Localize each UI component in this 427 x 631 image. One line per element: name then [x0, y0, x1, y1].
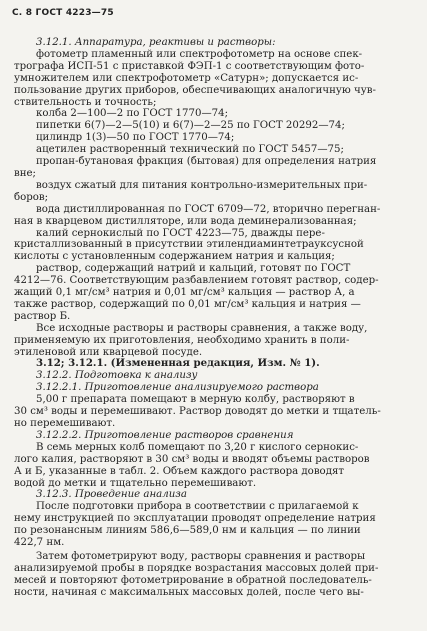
text-line: также раствор, содержащий по 0,01 мг/см³ кальция и натрия — — [14, 298, 361, 310]
text-line: колба 2—100—2 по ГОСТ 1770—74; — [36, 108, 229, 120]
text-line: ацетилен растворенный технический по ГОСТ 5457—75; — [36, 144, 344, 156]
text-line: умножителем или спектрофотометр «Сатурн»; допускается ис- — [14, 72, 359, 84]
text-line: пипетки 6(7)—2—5(10) и 6(7)—2—25 по ГОСТ 20292—74; — [36, 120, 345, 132]
section-heading: 3.12.2.2. Приготовление растворов сравнения — [36, 429, 294, 441]
text-line: ности, начиная с максимальных массовых долей, после чего вы- — [14, 586, 364, 598]
text-line: цилиндр 1(3)—50 по ГОСТ 1770—74; — [36, 132, 235, 144]
text-line: Затем фотометрируют воду, растворы сравнения и растворы — [36, 550, 366, 562]
text-line: А и Б, указанные в табл. 2. Объем каждого раствора доводят — [14, 465, 345, 477]
amendment-note: 3.12; 3.12.1. (Измененная редакция, Изм. № 1). — [36, 358, 320, 370]
text-line: 422,7 нм. — [14, 537, 65, 549]
text-line: месей и повторяют фотометрирование в обратной последователь- — [14, 574, 372, 586]
text-line: пропан-бутановая фракция (бытовая) для определения натрия — [36, 156, 377, 168]
text-line: нему инструкцией по эксплуатации проводят определение натрия — [14, 513, 376, 525]
text-line: но перемешивают. — [14, 418, 116, 429]
text-line: раствор, содержащий натрий и кальций, готовят по ГОСТ — [36, 263, 351, 275]
text-line: раствор Б. — [14, 310, 71, 322]
text-line: водой до метки и тщательно перемешивают. — [14, 477, 257, 489]
text-line: 4212—76. Соответствующим разбавлением готовят раствор, содер- — [14, 275, 379, 287]
text-line: В семь мерных колб помещают по 3,20 г кислого сернокис- — [36, 441, 359, 453]
text-line: Все исходные растворы и растворы сравнения, а также воду, — [36, 322, 368, 334]
text-line: применяемую их приготовления, необходимо хранить в поли- — [14, 334, 350, 346]
section-heading: 3.12.2. Подготовка к анализу — [36, 370, 198, 382]
text-line: После подготовки прибора в соответствии с прилагаемой к — [36, 501, 359, 513]
text-line: 30 см³ воды и перемешивают. Раствор доводят до метки и тщатель- — [14, 406, 381, 418]
text-line: жащий 0,1 мг/см³ натрия и 0,01 мг/см³ кальция — раствор А, а — [14, 287, 355, 299]
text-line: кристаллизованный в присутствии этилендиаминтетрауксусной — [14, 239, 364, 251]
text-line: пользование других приборов, обеспечивающих аналогичную чув- — [14, 84, 376, 96]
text-line: кислоты с установленным содержанием натрия и кальция; — [14, 251, 335, 263]
text-line: калий сернокислый по ГОСТ 4223—75, дважды пере- — [36, 227, 325, 239]
text-line: вне; — [14, 167, 36, 179]
page-header: С. 8 ГОСТ 4223—75 — [12, 8, 114, 18]
text-line: фотометр пламенный или спектрофотометр на основе спек- — [36, 48, 363, 60]
text-line: этиленовой или кварцевой посуде. — [14, 346, 203, 358]
text-line: анализируемой пробы в порядке возрастания массовых долей при- — [14, 562, 379, 574]
document-body — [14, 37, 412, 599]
text-line: лого калия, растворяют в 30 см³ воды и вводят объемы растворов — [14, 453, 370, 465]
text-line: боров; — [14, 191, 49, 203]
text-line: трографа ИСП-51 с приставкой ФЭП-1 с соответствующим фото- — [14, 60, 365, 72]
section-heading: 3.12.2.1. Приготовление анализируемого раствора — [36, 382, 319, 394]
text-line: ная в кварцевом дистилляторе, или вода деминерализованная; — [14, 215, 357, 227]
text-line: вода дистиллированная по ГОСТ 6709—72, вторично перегнан- — [36, 203, 381, 215]
section-heading: 3.12.1. Аппаратура, реактивы и растворы: — [36, 37, 276, 48]
text-line: воздух сжатый для питания контрольно-измерительных при- — [36, 179, 368, 191]
text-line: по резонансным линиям 586,6—589,0 нм и кальция — по линии — [14, 525, 361, 537]
section-heading: 3.12.3. Проведение анализа — [36, 489, 187, 501]
text-line: ствительность и точность; — [14, 96, 157, 108]
text-line: 5,00 г препарата помещают в мерную колбу, растворяют в — [36, 394, 355, 406]
